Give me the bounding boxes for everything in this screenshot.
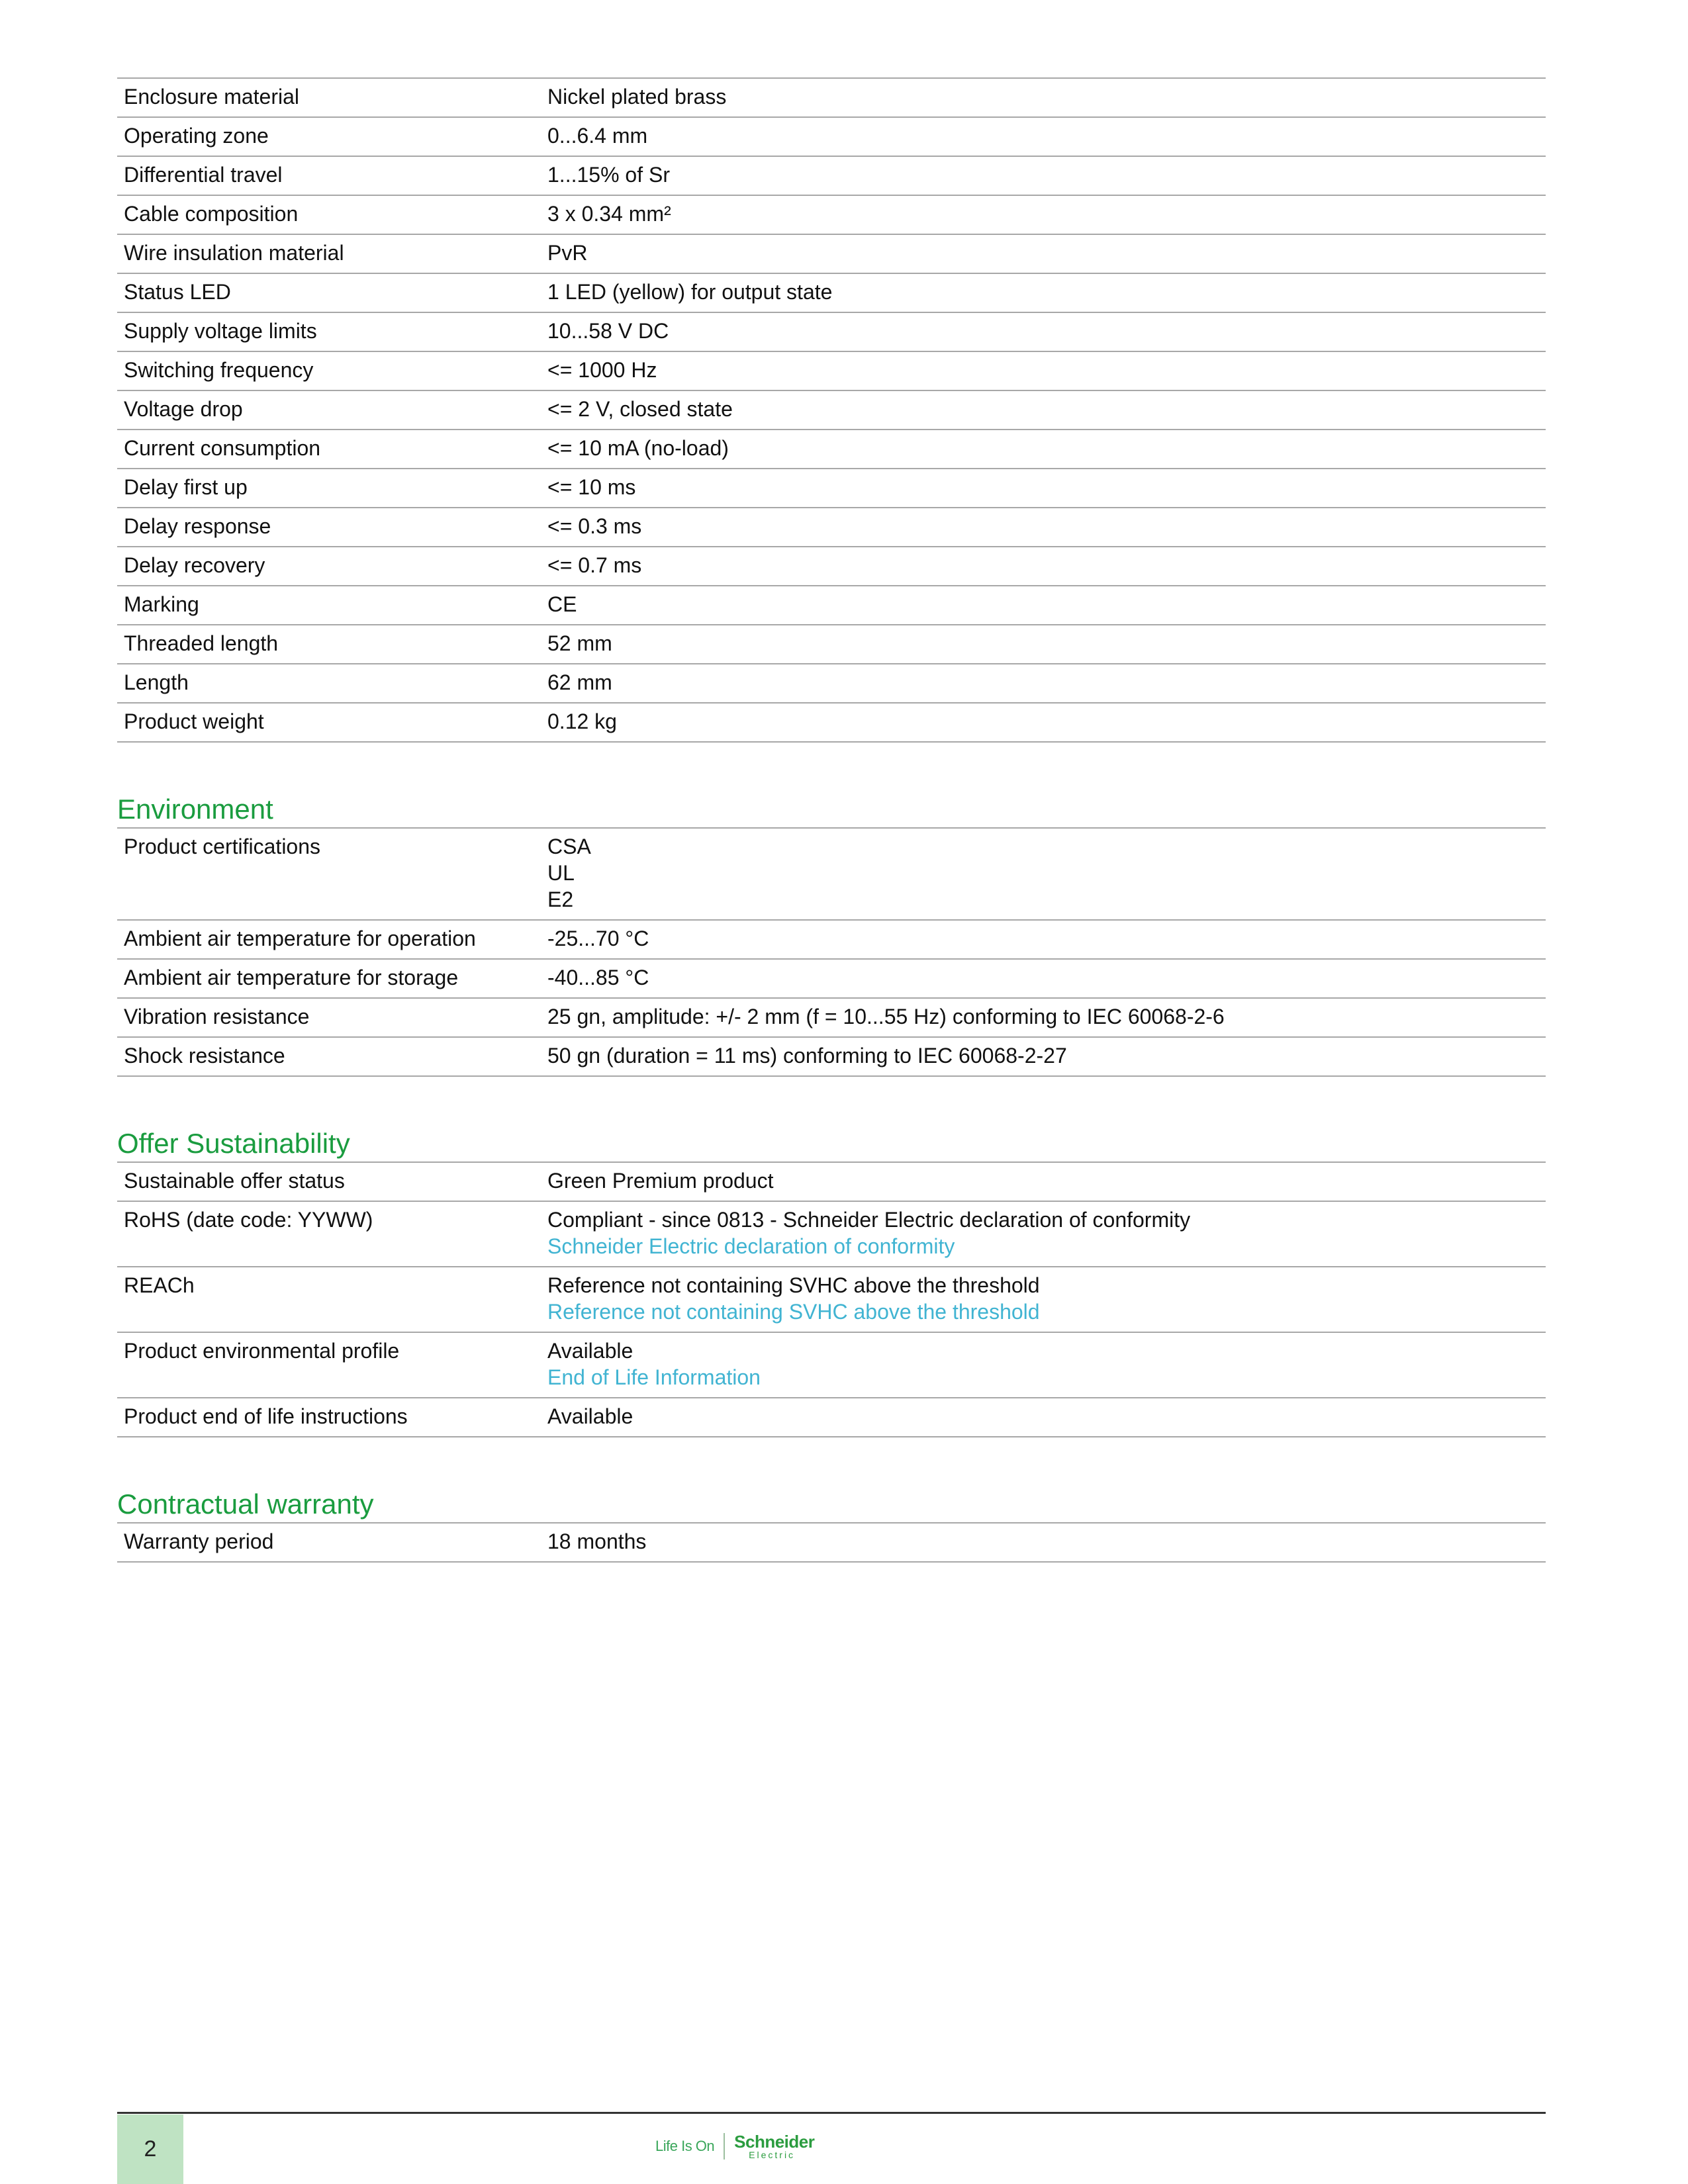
table-row [117, 312, 1546, 351]
table-row [117, 351, 1546, 390]
spec-label: Current consumption [124, 436, 321, 460]
general-spec-table [117, 77, 1546, 743]
reach-declaration-link[interactable]: Reference not containing SVHC above the threshold [547, 1300, 1040, 1324]
spec-label: Ambient air temperature for storage [124, 966, 459, 989]
spec-label: Product end of life instructions [124, 1404, 408, 1428]
table-row [117, 828, 1546, 920]
spec-label: Supply voltage limits [124, 319, 317, 343]
spec-value: 0...6.4 mm [547, 124, 648, 148]
footer-divider [117, 2112, 1546, 2114]
environmental-profile-status: Available [547, 1339, 633, 1363]
spec-label: Sustainable offer status [124, 1169, 345, 1193]
reach-status: Reference not containing SVHC above the threshold [547, 1273, 1040, 1297]
spec-label: Marking [124, 592, 199, 616]
spec-label: Delay first up [124, 475, 248, 499]
spec-value: -40...85 °C [547, 966, 649, 989]
spec-label: Voltage drop [124, 397, 243, 421]
spec-label: Length [124, 670, 189, 694]
spec-value: <= 10 ms [547, 475, 636, 499]
schneider-logo [655, 2130, 814, 2163]
spec-label: Product environmental profile [124, 1339, 400, 1363]
spec-value [541, 1332, 1546, 1398]
spec-value: <= 1000 Hz [547, 358, 657, 382]
logo-divider [724, 2133, 725, 2160]
rohs-status: Compliant - since 0813 - Schneider Electric declaration of conformity [547, 1208, 1191, 1232]
spec-value: 18 months [547, 1529, 647, 1553]
brand-name: Schneider [734, 2132, 815, 2152]
spec-label: Delay response [124, 514, 271, 538]
table-row [117, 273, 1546, 312]
table-row [117, 547, 1546, 586]
spec-value: Nickel plated brass [547, 85, 727, 109]
table-row [117, 156, 1546, 195]
life-is-on-tagline: Life Is On [655, 2138, 715, 2154]
content [117, 77, 1546, 1563]
table-row [117, 1037, 1546, 1076]
table-row [117, 1267, 1546, 1332]
section-title-warranty: Contractual warranty [117, 1488, 374, 1520]
spec-value: 1 LED (yellow) for output state [547, 280, 833, 304]
spec-label: Operating zone [124, 124, 269, 148]
spec-value [541, 828, 1546, 920]
certification-ul: UL [547, 861, 575, 885]
certification-e2: E2 [547, 887, 574, 911]
environment-spec-table [117, 827, 1546, 1077]
rohs-declaration-link[interactable]: Schneider Electric declaration of conformity [547, 1234, 955, 1258]
spec-value [541, 1267, 1546, 1332]
spec-value: 25 gn, amplitude: +/- 2 mm (f = 10...55 Hz) conforming to IEC 60068-2-6 [547, 1005, 1225, 1028]
spec-value: 62 mm [547, 670, 612, 694]
spec-label: Ambient air temperature for operation [124, 927, 476, 950]
certification-csa: CSA [547, 835, 591, 858]
table-row [117, 78, 1546, 117]
spec-label: Warranty period [124, 1529, 274, 1553]
table-row [117, 390, 1546, 430]
table-row [117, 195, 1546, 234]
table-row [117, 508, 1546, 547]
spec-value [541, 1201, 1546, 1267]
spec-value: 3 x 0.34 mm² [547, 202, 671, 226]
table-row [117, 998, 1546, 1037]
table-row [117, 1332, 1546, 1398]
spec-value: <= 0.7 ms [547, 553, 642, 577]
spec-value: Available [547, 1404, 633, 1428]
table-row [117, 1398, 1546, 1437]
table-row [117, 703, 1546, 742]
spec-value: 10...58 V DC [547, 319, 669, 343]
table-row [117, 1162, 1546, 1201]
spec-label: Threaded length [124, 631, 279, 655]
spec-label: Cable composition [124, 202, 299, 226]
spec-value: CE [547, 592, 577, 616]
spec-label: RoHS (date code: YYWW) [124, 1208, 373, 1232]
spec-value: <= 2 V, closed state [547, 397, 733, 421]
table-row [117, 1523, 1546, 1562]
table-row [117, 625, 1546, 664]
spec-label: Shock resistance [124, 1044, 285, 1068]
spec-value: Green Premium product [547, 1169, 774, 1193]
table-row [117, 664, 1546, 703]
spec-label: Enclosure material [124, 85, 299, 109]
end-of-life-link[interactable]: End of Life Information [547, 1365, 761, 1389]
brand-sub: Electric [749, 2150, 796, 2160]
spec-value: 52 mm [547, 631, 612, 655]
spec-value: <= 10 mA (no-load) [547, 436, 729, 460]
table-row [117, 234, 1546, 273]
spec-value: PvR [547, 241, 588, 265]
spec-label: Wire insulation material [124, 241, 344, 265]
spec-value: -25...70 °C [547, 927, 649, 950]
spec-label: Product weight [124, 709, 264, 733]
table-row [117, 117, 1546, 156]
section-title-sustainability: Offer Sustainability [117, 1128, 350, 1159]
spec-label: Vibration resistance [124, 1005, 310, 1028]
spec-label: Differential travel [124, 163, 283, 187]
brand-wordmark [734, 2133, 814, 2160]
sustainability-spec-table [117, 1161, 1546, 1437]
spec-value: 50 gn (duration = 11 ms) conforming to IEC 60068-2-27 [547, 1044, 1067, 1068]
table-row [117, 586, 1546, 625]
table-row [117, 959, 1546, 998]
spec-label: REACh [124, 1273, 195, 1297]
spec-value: <= 0.3 ms [547, 514, 642, 538]
spec-value: 0.12 kg [547, 709, 617, 733]
spec-label: Product certifications [124, 835, 321, 858]
spec-label: Switching frequency [124, 358, 314, 382]
section-title-environment: Environment [117, 794, 273, 825]
table-row [117, 1201, 1546, 1267]
spec-value: 1...15% of Sr [547, 163, 670, 187]
table-row [117, 920, 1546, 959]
page-number: 2 [117, 2115, 183, 2184]
table-row [117, 469, 1546, 508]
table-row [117, 430, 1546, 469]
warranty-spec-table [117, 1522, 1546, 1563]
spec-label: Delay recovery [124, 553, 265, 577]
spec-label: Status LED [124, 280, 231, 304]
